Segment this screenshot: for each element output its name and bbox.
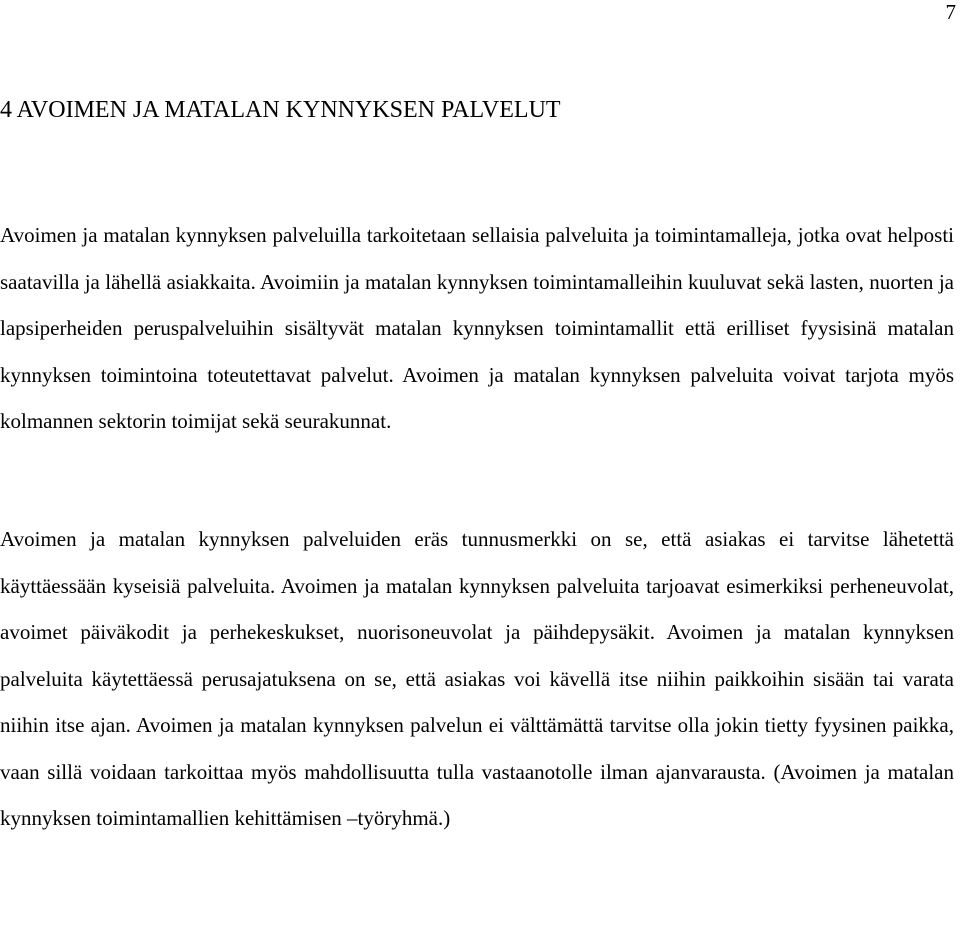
page-number: 7 — [945, 0, 956, 24]
paragraph-1: Avoimen ja matalan kynnyksen palveluilla tarkoitetaan sellaisia palveluita ja toimintamalleja, jotka ovat helposti saatavilla ja lähellä asiakkaita. Avoimiin ja matalan kynnyksen toimintamalleihin kuuluvat sekä lasten, nuorten ja lapsiperheiden peruspalveluihin sisältyvät matalan kynnyksen toimintamallit että erilliset fyysisinä matalan kynnyksen toimintoina toteutettavat palvelut. Avoimen ja matalan kynnyksen palveluita voivat tarjota myös kolmannen sektorin toimijat sekä seurakunnat. — [0, 223, 954, 433]
paragraph-2: Avoimen ja matalan kynnyksen palveluiden eräs tunnusmerkki on se, että asiakas ei tarvitse lähetettä käyttäessään kyseisiä palveluita. Avoimen ja matalan kynnyksen palveluita tarjoavat esimerkiksi perheneuvolat, avoimet päiväkodit ja perhekeskukset, nuorisoneuvolat ja päihdepysäkit. Avoimen ja matalan kynnyksen palveluita käytettäessä perusajatuksena on se, että asiakas voi kävellä itse niihin paikkoihin sisään tai varata niihin itse ajan. Avoimen ja matalan kynnyksen palvelun ei välttämättä tarvitse olla jokin tietty fyysinen paikka, vaan sillä voidaan tarkoittaa myös mahdollisuutta tulla vastaanotolle ilman ajanvarausta. (Avoimen ja matalan kynnyksen toimintamallien kehittämisen –työryhmä.) — [0, 527, 954, 830]
section-heading: 4 AVOIMEN JA MATALAN KYNNYKSEN PALVELUT — [0, 97, 561, 123]
